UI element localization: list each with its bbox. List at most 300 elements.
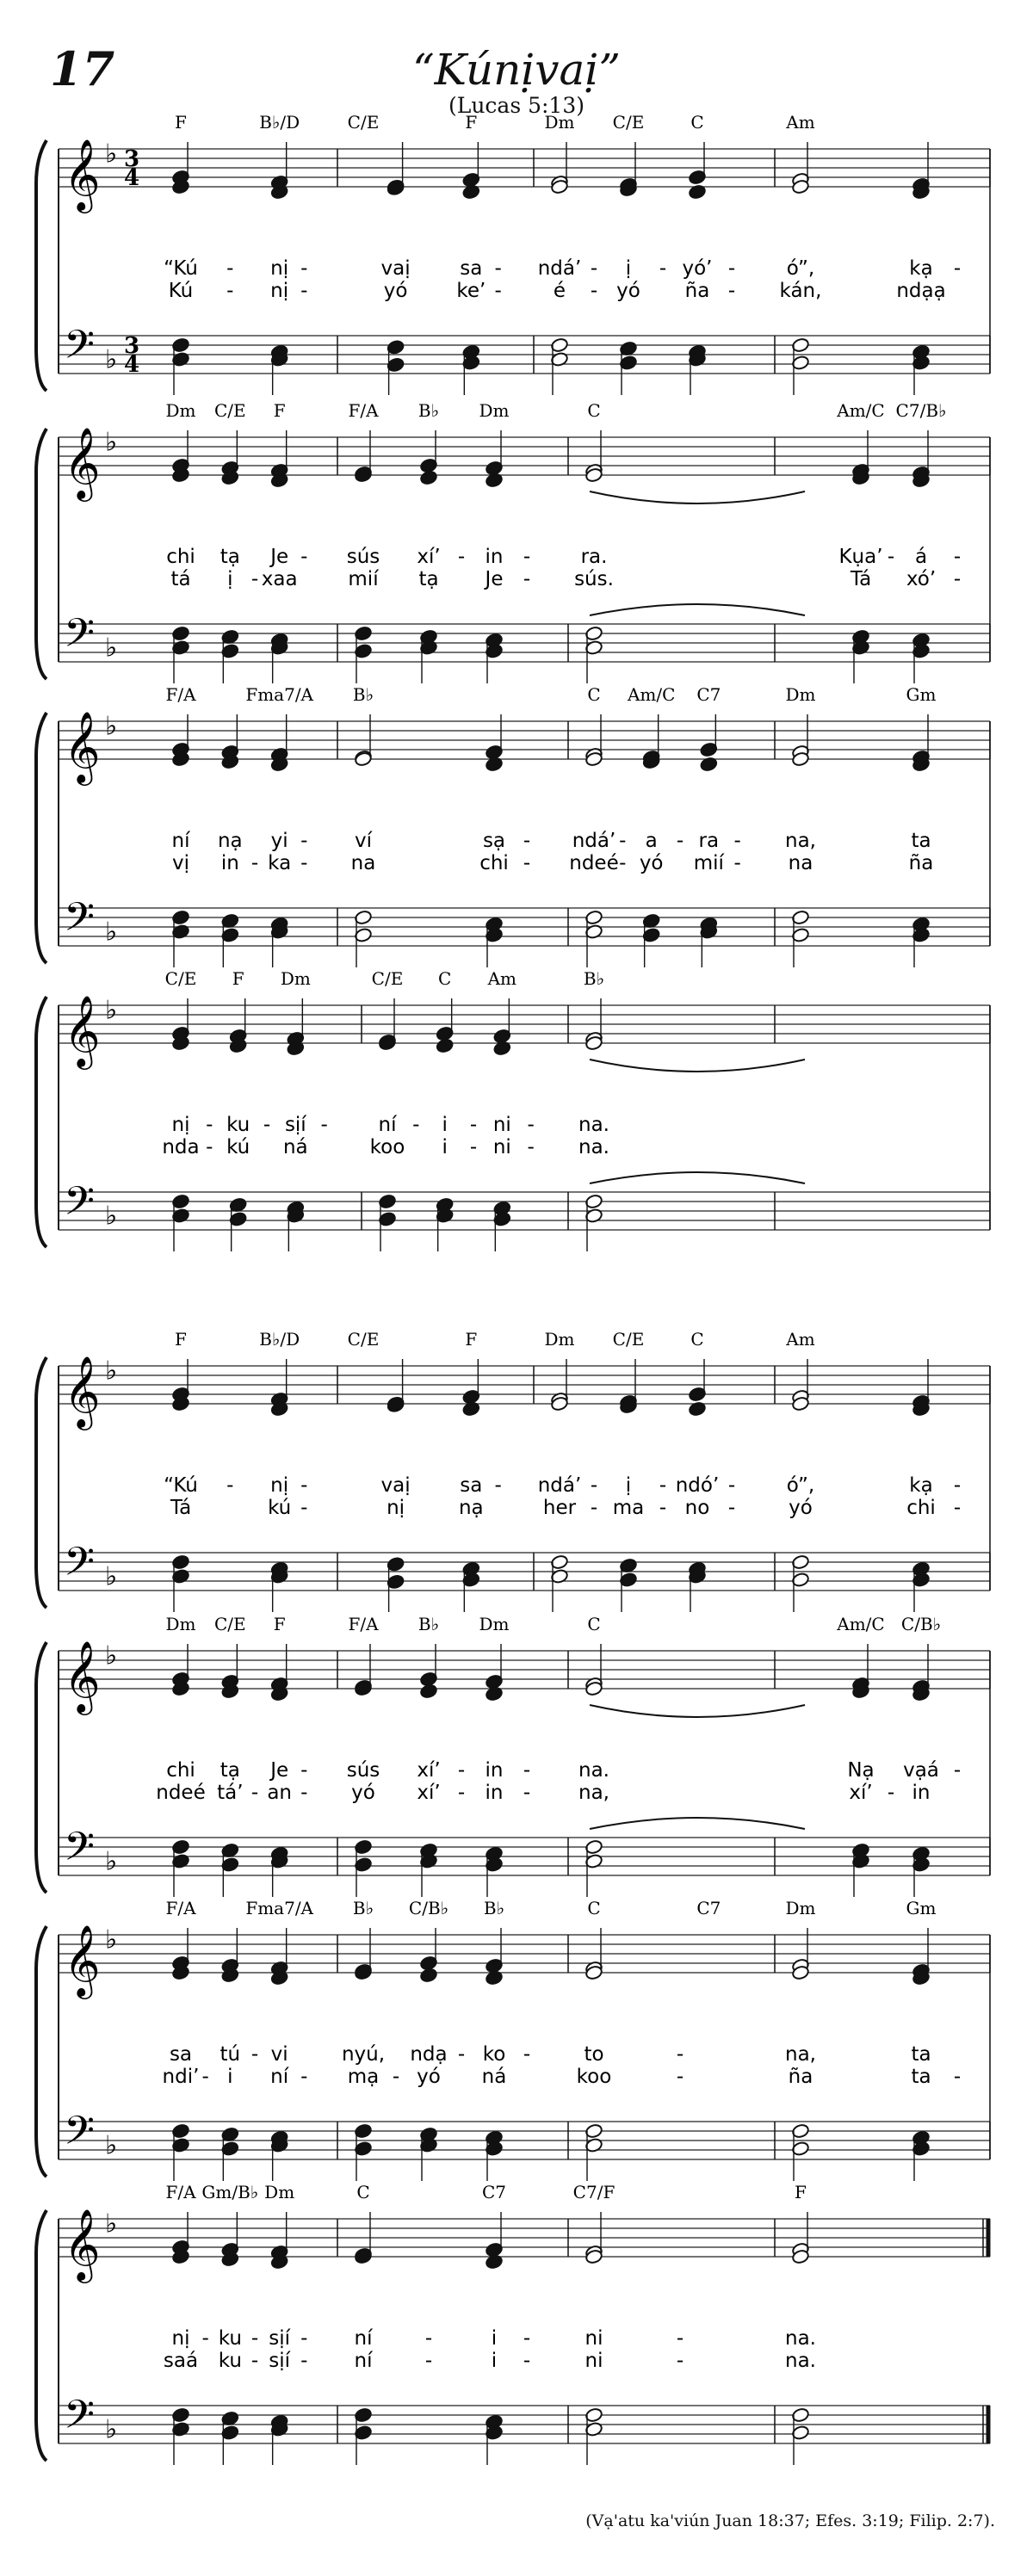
lyric-verse-2: in xyxy=(485,1782,504,1804)
lyric-verse-1: - xyxy=(300,1474,308,1497)
chord-symbol: C7 xyxy=(481,2182,507,2202)
lyric-verse-2: - xyxy=(527,1136,535,1158)
chord-symbol: F xyxy=(175,1329,187,1350)
chord-symbol: Dm xyxy=(165,1614,196,1634)
chord-symbol: C/E xyxy=(612,1329,645,1350)
lyric-verse-2: Je xyxy=(485,568,504,590)
flat-key-signature-icon: ♭ xyxy=(105,633,118,664)
lyric-verse-2: in xyxy=(912,1782,931,1804)
lyric-verse-2: - xyxy=(457,1782,466,1804)
lyric-verse-1: - xyxy=(523,1759,531,1782)
lyric-verse-1: xí’ xyxy=(417,546,441,568)
lyric-verse-1: - xyxy=(619,830,627,852)
lyric-verse-1: yó’ xyxy=(682,257,713,280)
lyric-verse-1: in xyxy=(485,546,504,568)
lyric-verse-2: sịí xyxy=(269,2350,291,2372)
lyric-verse-1: ví xyxy=(354,830,373,852)
chord-symbol: Am xyxy=(786,112,815,133)
chord-symbol: C xyxy=(690,112,704,133)
lyric-verse-1: Kụa’ xyxy=(838,546,883,568)
lyric-verse-2: koo xyxy=(369,1136,405,1158)
lyric-verse-1: na. xyxy=(578,1759,609,1782)
lyric-verse-1: - xyxy=(523,2043,531,2066)
lyric-verse-1: - xyxy=(494,257,502,280)
lyric-verse-1: vạá xyxy=(903,1759,939,1782)
system-brace xyxy=(36,1642,46,1893)
lyric-verse-2: i xyxy=(491,2350,498,2372)
lyric-verse-1: - xyxy=(523,2327,531,2350)
time-signature-bottom: 4 xyxy=(124,165,140,191)
lyric-verse-1: xí’ xyxy=(417,1759,441,1782)
chord-symbol: Gm xyxy=(906,1898,937,1918)
lyric-verse-1: vaị xyxy=(380,257,411,280)
lyric-verse-2: - xyxy=(619,852,627,874)
lyric-verse-1: kạ xyxy=(909,257,933,280)
lyric-verse-2: - xyxy=(953,2066,962,2088)
bass-clef-icon: 𝄢 xyxy=(64,894,96,951)
lyric-verse-2: - xyxy=(659,1497,667,1519)
lyric-verse-2: na xyxy=(788,852,813,874)
lyric-verse-1: ku xyxy=(226,1114,251,1136)
lyric-verse-2: ní xyxy=(354,2350,373,2372)
lyric-verse-1: “Kú xyxy=(164,1474,198,1497)
lyric-verse-2: - xyxy=(523,852,531,874)
lyric-verse-1: ó”, xyxy=(786,257,815,280)
lyric-verse-1: - xyxy=(201,2327,209,2350)
treble-clef-icon: 𝄞 xyxy=(64,1355,101,1427)
flat-key-signature-icon: ♭ xyxy=(105,1640,118,1671)
lyric-verse-2: tá’ xyxy=(217,1782,244,1804)
chord-symbol: B♭ xyxy=(483,1898,505,1918)
system-brace xyxy=(36,713,46,963)
lyric-verse-1: - xyxy=(300,2327,308,2350)
lyric-verse-2: yó xyxy=(616,280,640,302)
chord-symbol: Dm xyxy=(280,968,311,989)
chord-symbol: Dm xyxy=(165,400,196,421)
notehead xyxy=(419,1683,437,1699)
lyric-verse-1: ó”, xyxy=(786,1474,815,1497)
lyric-verse-2: ndi’ xyxy=(162,2066,200,2088)
chord-symbol: Am/C xyxy=(837,1614,885,1634)
chord-symbol: F xyxy=(175,112,187,133)
lyric-verse-2: - xyxy=(887,1782,895,1804)
bass-clef-icon: 𝄢 xyxy=(64,1824,96,1881)
chord-symbol: F xyxy=(465,112,478,133)
lyric-verse-1: - xyxy=(320,1114,328,1136)
lyric-verse-2: - xyxy=(469,1136,478,1158)
lyric-verse-2: ku xyxy=(218,2350,242,2372)
lyric-verse-1: - xyxy=(676,830,684,852)
lyric-verse-2: - xyxy=(523,568,531,590)
treble-clef-icon: 𝄞 xyxy=(64,1640,101,1712)
lyric-verse-1: nị xyxy=(270,1474,289,1497)
lyric-verse-1: Je xyxy=(270,1759,289,1782)
bass-clef-icon: 𝄢 xyxy=(64,2108,96,2165)
chord-symbol: C xyxy=(587,1614,601,1634)
tie xyxy=(590,1059,805,1072)
lyric-verse-1: ị xyxy=(625,257,632,280)
flat-key-signature-icon: ♭ xyxy=(105,1924,118,1955)
lyric-verse-1: - xyxy=(659,1474,667,1497)
lyric-verse-1: ra. xyxy=(580,546,608,568)
lyric-verse-1: sịí xyxy=(269,2327,291,2350)
bass-clef-icon: 𝄢 xyxy=(64,2392,96,2449)
system-brace xyxy=(36,1357,46,1608)
lyric-verse-2: - xyxy=(953,568,962,590)
lyric-verse-2: - xyxy=(523,2350,531,2372)
tie xyxy=(590,1705,805,1717)
lyric-verse-2: xó’ xyxy=(906,568,937,590)
lyric-verse-2: - xyxy=(251,1782,259,1804)
lyric-verse-1: ku xyxy=(218,2327,242,2350)
time-signature-top: 3 xyxy=(124,146,140,172)
lyric-verse-1: Je xyxy=(270,546,289,568)
lyric-verse-1: - xyxy=(457,1759,466,1782)
chord-symbol: C/E xyxy=(164,968,197,989)
lyric-verse-2: nạ xyxy=(458,1497,484,1519)
chord-symbol: Fma7/A xyxy=(245,1898,314,1918)
chord-symbol: Am/C xyxy=(837,400,885,421)
lyric-verse-2: - xyxy=(300,852,308,874)
lyric-verse-1: nị xyxy=(270,257,289,280)
lyric-verse-2: no xyxy=(684,1497,710,1519)
lyric-verse-2: mạ xyxy=(347,2066,380,2088)
chord-symbol: C/E xyxy=(214,400,246,421)
lyric-verse-2: - xyxy=(206,1136,213,1158)
chord-symbol: C7 xyxy=(696,684,721,705)
bass-clef-icon: 𝄢 xyxy=(64,322,96,379)
treble-clef-icon: 𝄞 xyxy=(64,994,101,1066)
chord-symbol: Fma7/A xyxy=(245,684,314,705)
lyric-verse-1: yi xyxy=(270,830,288,852)
lyric-verse-1: na, xyxy=(785,830,816,852)
lyric-verse-1: - xyxy=(300,546,308,568)
lyric-verse-2: ta xyxy=(911,2066,931,2088)
chord-symbol: B♭/D xyxy=(259,112,300,133)
lyric-verse-2: Tá xyxy=(170,1497,192,1519)
chord-symbol: F xyxy=(273,1614,286,1634)
hymn-title: “Kúnịvaị” xyxy=(412,45,621,95)
lyric-verse-1: vi xyxy=(270,2043,288,2066)
lyric-verse-1: - xyxy=(523,830,531,852)
lyric-verse-2: ña xyxy=(908,852,934,874)
flat-key-signature-icon: ♭ xyxy=(105,1561,118,1592)
treble-clef-icon: 𝄞 xyxy=(64,2208,101,2280)
lyric-verse-1: ta xyxy=(911,830,931,852)
lyric-verse-2: tá xyxy=(170,568,191,590)
chord-symbol: F/A xyxy=(348,1614,379,1634)
lyric-verse-1: - xyxy=(523,546,531,568)
lyric-verse-1: ndó’ xyxy=(675,1474,720,1497)
lyric-verse-1: nyú, xyxy=(341,2043,386,2066)
lyric-verse-2: - xyxy=(300,2350,308,2372)
system-brace xyxy=(36,140,46,391)
notehead xyxy=(419,470,437,485)
lyric-verse-1: ní xyxy=(378,1114,397,1136)
lyric-verse-2: ni xyxy=(585,2350,603,2372)
lyric-verse-2: sús. xyxy=(574,568,614,590)
lyric-verse-1: - xyxy=(727,1474,736,1497)
lyric-verse-1: ndá’ xyxy=(572,830,616,852)
lyric-verse-1: - xyxy=(676,2043,684,2066)
chord-symbol: B♭ xyxy=(352,684,374,705)
lyric-verse-2: - xyxy=(201,2066,209,2088)
lyric-verse-2: yó xyxy=(789,1497,813,1519)
lyric-verse-2: in xyxy=(220,852,239,874)
lyric-verse-2: ndeé xyxy=(156,1782,206,1804)
lyric-verse-2: mií xyxy=(348,568,379,590)
lyric-verse-1: - xyxy=(590,1474,598,1497)
lyric-verse-2: - xyxy=(733,852,741,874)
lyric-verse-2: - xyxy=(392,2066,400,2088)
system-brace xyxy=(36,2210,46,2461)
lyric-verse-2: - xyxy=(676,2066,684,2088)
lyric-verse-2: yó xyxy=(351,1782,375,1804)
chord-symbol: Am/C xyxy=(627,684,676,705)
flat-key-signature-icon: ♭ xyxy=(105,427,118,458)
chord-symbol: B♭/D xyxy=(259,1329,300,1350)
chord-symbol: C7/F xyxy=(572,2182,615,2202)
flat-key-signature-icon: ♭ xyxy=(105,1201,118,1232)
lyric-verse-2: xí’ xyxy=(417,1782,441,1804)
lyric-verse-1: “Kú xyxy=(164,257,198,280)
lyric-verse-1: kạ xyxy=(909,1474,933,1497)
lyric-verse-1: Nạ xyxy=(847,1759,875,1782)
bass-clef-icon: 𝄢 xyxy=(64,1178,96,1235)
chord-symbol: C/B♭ xyxy=(900,1614,942,1634)
lyric-verse-1: na, xyxy=(785,2043,816,2066)
chord-symbol: F/A xyxy=(165,684,196,705)
lyric-verse-1: - xyxy=(457,546,466,568)
lyric-verse-2: Tá xyxy=(850,568,872,590)
lyric-verse-2: ndạạ xyxy=(896,280,946,302)
lyric-verse-2: Kú xyxy=(168,280,194,302)
lyric-verse-2: nị xyxy=(270,280,289,302)
lyric-verse-1: - xyxy=(676,2327,684,2350)
lyric-verse-1: na. xyxy=(578,1114,609,1136)
lyric-verse-2: xí’ xyxy=(849,1782,873,1804)
lyric-verse-2: ña xyxy=(788,2066,813,2088)
lyric-verse-1: - xyxy=(953,546,962,568)
lyric-verse-1: i xyxy=(491,2327,498,2350)
lyric-verse-1: - xyxy=(206,1114,213,1136)
lyric-verse-2: nda xyxy=(162,1136,200,1158)
lyric-verse-1: - xyxy=(733,830,741,852)
lyric-verse-1: tạ xyxy=(220,1759,240,1782)
chord-symbol: Gm/B♭ xyxy=(201,2182,259,2202)
lyric-verse-1: sús xyxy=(346,546,380,568)
lyric-verse-1: na. xyxy=(785,2327,816,2350)
lyric-verse-1: - xyxy=(226,1474,234,1497)
lyric-verse-2: kán, xyxy=(779,280,822,302)
lyric-verse-1: - xyxy=(887,546,895,568)
chord-symbol: F/A xyxy=(348,400,379,421)
lyric-verse-2: ná xyxy=(282,1136,308,1158)
chord-symbol: C/E xyxy=(612,112,645,133)
lyric-verse-2: saá xyxy=(163,2350,199,2372)
flat-key-signature-icon: ♭ xyxy=(105,995,118,1026)
lyric-verse-1: in xyxy=(485,1759,504,1782)
lyric-verse-2: - xyxy=(494,280,502,302)
lyric-verse-1: - xyxy=(953,1759,962,1782)
lyric-verse-1: - xyxy=(457,2043,466,2066)
lyric-verse-1: ní xyxy=(354,2327,373,2350)
chord-symbol: Dm xyxy=(479,1614,510,1634)
flat-key-signature-icon: ♭ xyxy=(105,2414,118,2445)
chord-symbol: Dm xyxy=(544,1329,575,1350)
lyric-verse-1: sús xyxy=(346,1759,380,1782)
lyric-verse-1: sa xyxy=(169,2043,193,2066)
lyric-verse-1: - xyxy=(226,257,234,280)
lyric-verse-1: - xyxy=(590,257,598,280)
chord-symbol: Am xyxy=(487,968,517,989)
lyric-verse-2: ị xyxy=(227,568,233,590)
chord-symbol: Dm xyxy=(785,1898,816,1918)
lyric-verse-2: é xyxy=(553,280,566,302)
lyric-verse-2: - xyxy=(676,2350,684,2372)
lyric-verse-2: - xyxy=(251,2350,259,2372)
lyric-verse-2: tạ xyxy=(418,568,439,590)
lyric-verse-1: tạ xyxy=(220,546,240,568)
treble-clef-icon: 𝄞 xyxy=(64,138,101,210)
notehead xyxy=(419,1968,437,1983)
chord-symbol: C/B♭ xyxy=(408,1898,449,1918)
lyric-verse-1: - xyxy=(953,1474,962,1497)
treble-clef-icon: 𝄞 xyxy=(64,1924,101,1996)
lyric-verse-2: na xyxy=(350,852,376,874)
treble-clef-icon: 𝄞 xyxy=(64,426,101,498)
lyric-verse-1: ni xyxy=(492,1114,511,1136)
tie xyxy=(590,1818,805,1829)
lyric-verse-1: chi xyxy=(166,546,195,568)
lyric-verse-2: - xyxy=(590,1497,598,1519)
system-brace xyxy=(36,429,46,679)
lyric-verse-2: nị xyxy=(387,1497,405,1519)
lyric-verse-1: - xyxy=(469,1114,478,1136)
lyric-verse-2: her xyxy=(542,1497,577,1519)
chord-symbol: Dm xyxy=(479,400,510,421)
lyric-verse-2: - xyxy=(590,280,598,302)
flat-key-signature-icon: ♭ xyxy=(105,917,118,948)
scripture-reference: (Lucas 5:13) xyxy=(448,93,585,118)
lyric-verse-2: - xyxy=(300,1497,308,1519)
lyric-verse-2: - xyxy=(953,1497,962,1519)
lyric-verse-1: á xyxy=(914,546,928,568)
chord-symbol: Gm xyxy=(906,684,937,705)
lyric-verse-2: na. xyxy=(578,1136,609,1158)
chord-symbol: C7 xyxy=(696,1898,721,1918)
flat-key-signature-icon: ♭ xyxy=(105,711,118,742)
lyric-verse-2: an xyxy=(267,1782,293,1804)
lyric-verse-1: tú xyxy=(220,2043,241,2066)
chord-symbol: C/E xyxy=(371,968,404,989)
lyric-verse-2: yó xyxy=(639,852,664,874)
time-signature-bottom: 4 xyxy=(124,352,140,378)
flat-key-signature-icon: ♭ xyxy=(105,344,118,375)
lyric-verse-1: - xyxy=(300,1759,308,1782)
chord-symbol: C/E xyxy=(347,112,380,133)
lyric-verse-1: - xyxy=(659,257,667,280)
chord-symbol: B♭ xyxy=(418,1614,440,1634)
chord-symbol: C/E xyxy=(214,1614,246,1634)
lyric-verse-1: nị xyxy=(171,1114,190,1136)
lyric-verse-2: vị xyxy=(171,852,190,874)
lyric-verse-1: - xyxy=(251,2043,259,2066)
time-signature-top: 3 xyxy=(124,333,140,359)
flat-key-signature-icon: ♭ xyxy=(105,1846,118,1877)
lyric-verse-1: ị xyxy=(625,1474,632,1497)
lyric-verse-1: sa xyxy=(460,1474,483,1497)
chord-symbol: B♭ xyxy=(418,400,440,421)
lyric-verse-1: a xyxy=(645,830,658,852)
bass-clef-icon: 𝄢 xyxy=(64,610,96,667)
lyric-verse-1: - xyxy=(263,1114,271,1136)
lyric-verse-2: ka xyxy=(268,852,292,874)
lyric-verse-1: to xyxy=(584,2043,604,2066)
system-brace xyxy=(36,997,46,1247)
lyric-verse-2: koo xyxy=(576,2066,612,2088)
lyric-verse-1: i xyxy=(442,1114,448,1136)
chord-symbol: Am xyxy=(786,1329,815,1350)
lyric-verse-1: - xyxy=(727,257,736,280)
chord-symbol: F/A xyxy=(165,2182,196,2202)
lyric-verse-2: yó xyxy=(417,2066,441,2088)
lyric-verse-2: yó xyxy=(383,280,408,302)
lyric-verse-2: ní xyxy=(270,2066,289,2088)
lyric-verse-1: chi xyxy=(166,1759,195,1782)
chord-symbol: C xyxy=(587,400,601,421)
lyric-verse-2: xaa xyxy=(261,568,298,590)
chord-symbol: Dm xyxy=(544,112,575,133)
flat-key-signature-icon: ♭ xyxy=(105,2208,118,2239)
lyric-verse-1: - xyxy=(494,1474,502,1497)
lyric-verse-2: - xyxy=(251,852,259,874)
lyric-verse-2: ke’ xyxy=(456,280,486,302)
treble-clef-icon: 𝄞 xyxy=(64,710,101,782)
tie xyxy=(590,604,805,615)
lyric-verse-2: - xyxy=(300,1782,308,1804)
lyric-verse-1: ndạ xyxy=(410,2043,448,2066)
chord-symbol: Dm xyxy=(264,2182,295,2202)
lyric-verse-1: ndá’ xyxy=(537,257,582,280)
lyric-verse-2: chi xyxy=(479,852,509,874)
flat-key-signature-icon: ♭ xyxy=(105,139,118,170)
lyric-verse-2: - xyxy=(251,568,259,590)
tie xyxy=(590,491,805,503)
chord-symbol: C xyxy=(587,684,601,705)
bass-clef-icon: 𝄢 xyxy=(64,1539,96,1596)
lyric-verse-1: - xyxy=(300,257,308,280)
lyric-verse-2: chi xyxy=(906,1497,936,1519)
lyric-verse-2: - xyxy=(300,280,308,302)
flat-key-signature-icon: ♭ xyxy=(105,1356,118,1387)
notehead xyxy=(436,1038,454,1053)
chord-symbol: C xyxy=(356,2182,370,2202)
lyric-verse-1: ní xyxy=(171,830,190,852)
lyric-verse-2: i xyxy=(227,2066,233,2088)
lyric-verse-1: - xyxy=(424,2327,433,2350)
lyric-verse-1: ra xyxy=(698,830,720,852)
chord-symbol: F xyxy=(465,1329,478,1350)
lyric-verse-1: sạ xyxy=(482,830,506,852)
tie xyxy=(590,1172,805,1183)
lyric-verse-1: - xyxy=(300,830,308,852)
flat-key-signature-icon: ♭ xyxy=(105,2130,118,2161)
lyric-verse-1: ta xyxy=(911,2043,931,2066)
hymn-number: 17 xyxy=(50,41,115,96)
lyric-verse-2: na, xyxy=(578,1782,609,1804)
chord-symbol: C xyxy=(587,1898,601,1918)
